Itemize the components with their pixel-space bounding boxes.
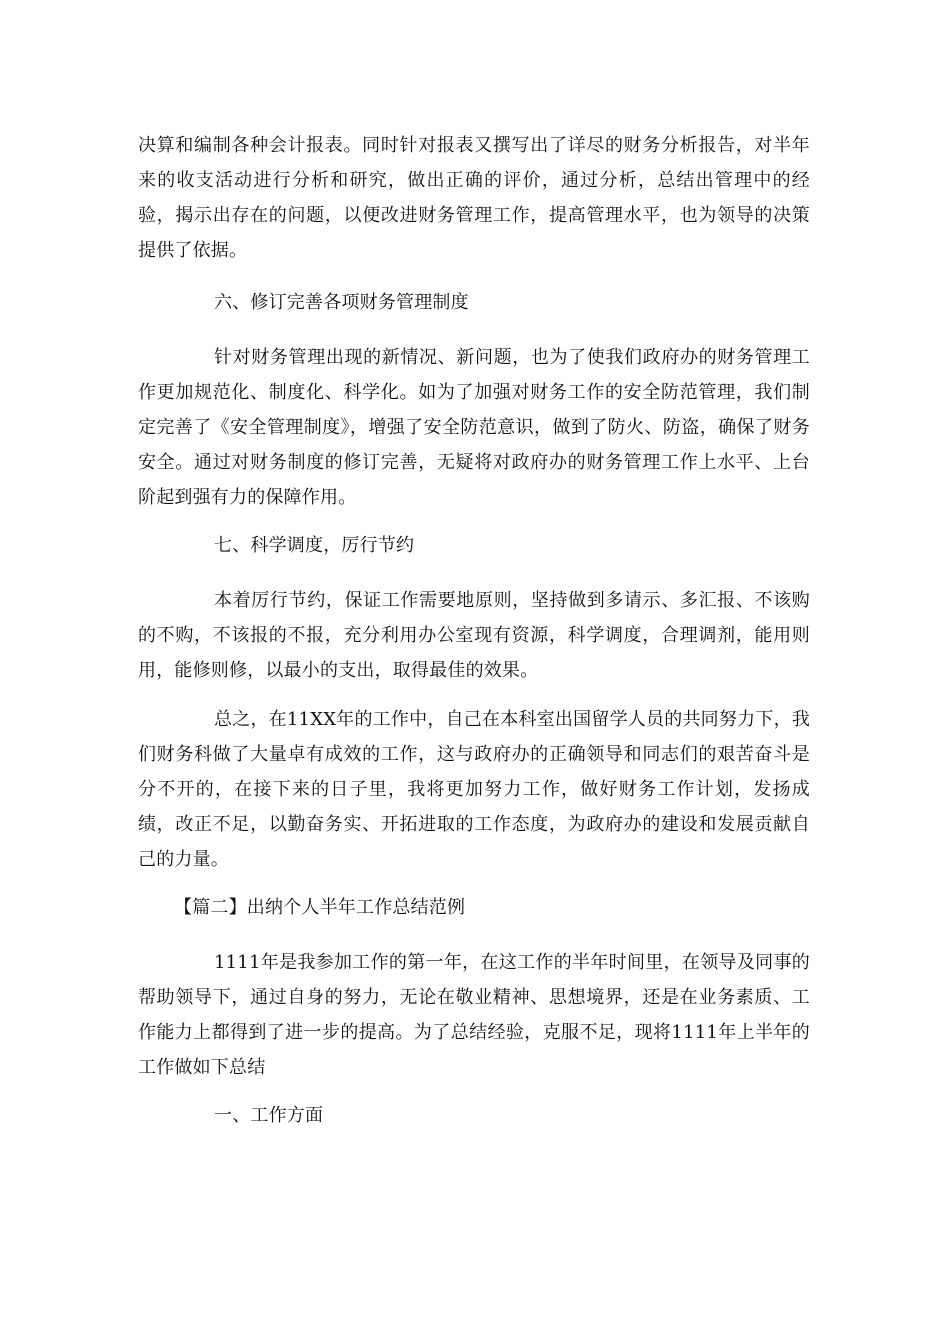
section-heading-work: 一、工作方面 (214, 1105, 324, 1126)
paragraph-management-system: 针对财务管理出现的新情况、新问题，也为了使我们政府办的财务管理工作更加规范化、制度化、科学化。如为了加强对财务工作的安全防范管理，我们制定完善了《安全管理制度》，增强了安全防范意识，做到了防火、防盗，确保了财务安全。通过对财务制度的修订完善，无疑将对政府办的财务管理工作上水平、上台阶起到强有力的保障作用。 (138, 347, 810, 508)
section-heading-six: 六、修订完善各项财务管理制度 (214, 292, 469, 313)
paragraph-economy: 本着厉行节约，保证工作需要地原则，坚持做到多请示、多汇报、不该购的不购，不该报的不报，充分利用办公室现有资源，科学调度，合理调剂，能用则用，能修则修，以最小的支出，取得最佳的效果。 (138, 590, 810, 681)
section-heading-seven: 七、科学调度，厉行节约 (214, 535, 415, 556)
paragraph-first-year: 1111年是我参加工作的第一年，在这工作的半年时间里，在领导及同事的帮助领导下，通过自身的努力，无论在敬业精神、思想境界，还是在业务素质、工作能力上都得到了进一步的提高。为了总结经验，克服不足，现将1111年上半年的工作做如下总结 (138, 952, 810, 1078)
section-title-part-two: 【篇二】出纳个人半年工作总结范例 (174, 897, 466, 918)
paragraph-financial-reports: 决算和编制各种会计报表。同时针对报表又撰写出了详尽的财务分析报告，对半年来的收支活动进行分析和研究，做出正确的评价，通过分析，总结出管理中的经验，揭示出存在的问题，以便改进财务管理工作，提高管理水平，也为领导的决策提供了依据。 (138, 135, 810, 261)
paragraph-conclusion: 总之，在11XX年的工作中，自己在本科室出国留学人员的共同努力下，我们财务科做了大量卓有成效的工作，这与政府办的正确领导和同志们的艰苦奋斗是分不开的，在接下来的日子里，我将更加努力工作，做好财务工作计划，发扬成绩，改正不足，以勤奋务实、开拓进取的工作态度，为政府办的建设和发展贡献自己的力量。 (138, 709, 810, 870)
